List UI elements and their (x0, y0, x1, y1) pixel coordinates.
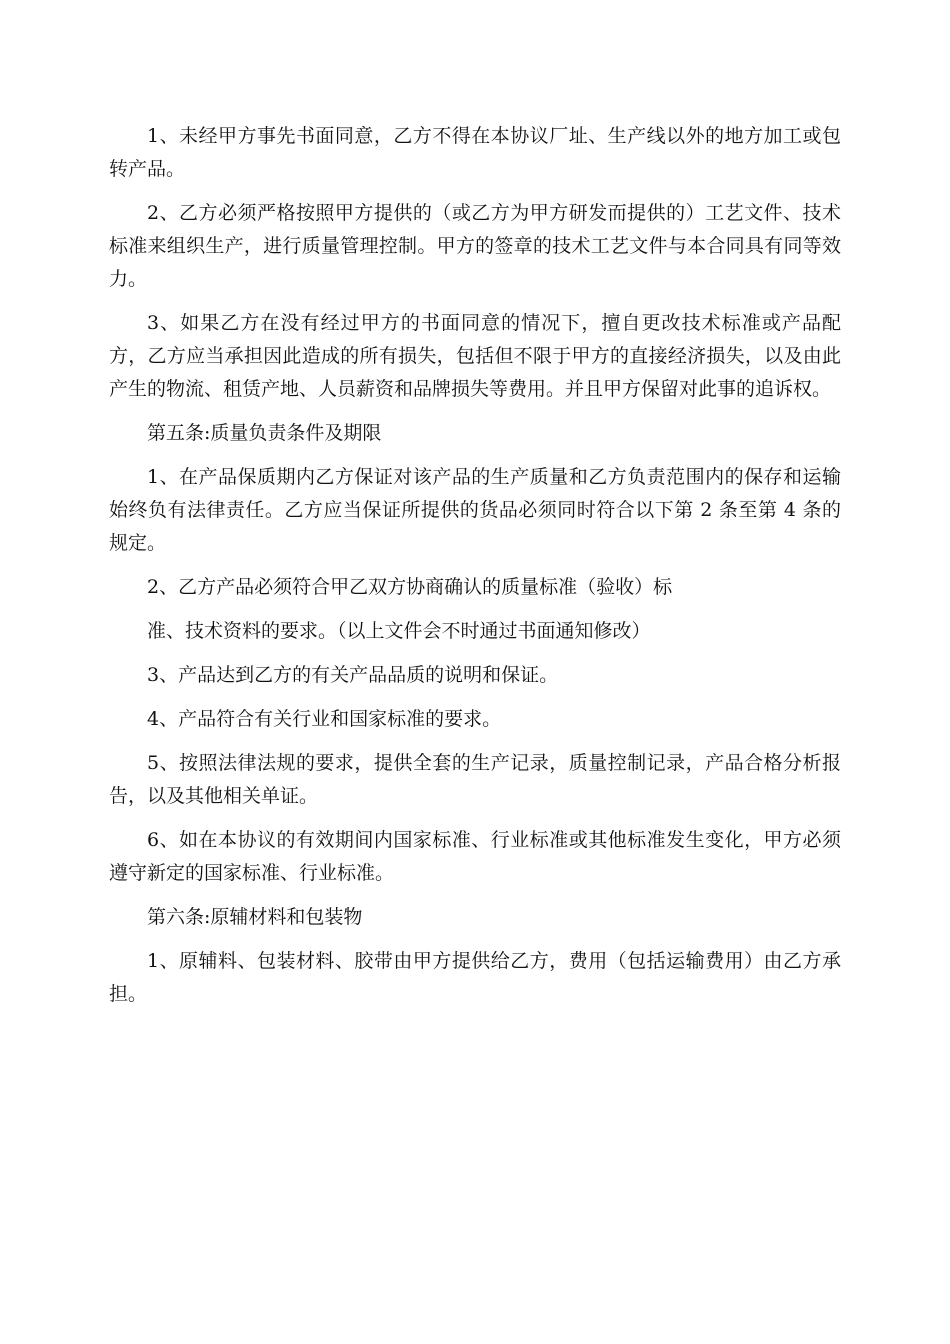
clause-paragraph: 2、乙方产品必须符合甲乙双方协商确认的质量标准（验收）标 (147, 576, 673, 598)
clause-paragraph: 2、乙方必须严格按照甲方提供的（或乙方为甲方研发而提供的）工艺文件、技术标准来组织生产，进行质量管理控制。甲方的签章的技术工艺文件与本合同具有同等效力。 (109, 202, 841, 290)
clause-paragraph: 4、产品符合有关行业和国家标准的要求。 (147, 708, 502, 730)
clause-paragraph: 1、原辅料、包装材料、胶带由甲方提供给乙方，费用（包括运输费用）由乙方承担。 (109, 950, 841, 1005)
section-heading: 第五条:质量负责条件及期限 (147, 422, 382, 444)
document-page (109, 120, 841, 1022)
clause-paragraph: 3、如果乙方在没有经过甲方的书面同意的情况下，擅自更改技术标准或产品配方，乙方应当承担因此造成的所有损失，包括但不限于甲方的直接经济损失，以及由此产生的物流、租赁产地、人员薪资和品牌损失等费用。并且甲方保留对此事的追诉权。 (109, 312, 841, 400)
clause-paragraph: 3、产品达到乙方的有关产品品质的说明和保证。 (147, 664, 559, 686)
clause-paragraph: 1、在产品保质期内乙方保证对该产品的生产质量和乙方负责范围内的保存和运输始终负有法律责任。乙方应当保证所提供的货品必须同时符合以下第 2 条至第 4 条的规定。 (109, 466, 841, 554)
section-heading: 第六条:原辅材料和包装物 (147, 906, 363, 928)
clause-paragraph: 1、未经甲方事先书面同意，乙方不得在本协议厂址、生产线以外的地方加工或包转产品。 (109, 125, 841, 180)
clause-paragraph: 5、按照法律法规的要求，提供全套的生产记录，质量控制记录，产品合格分析报告，以及其他相关单证。 (109, 752, 841, 807)
clause-paragraph: 6、如在本协议的有效期间内国家标准、行业标准或其他标准发生变化，甲方必须遵守新定的国家标准、行业标准。 (109, 829, 841, 884)
clause-paragraph: 准、技术资料的要求。（以上文件会不时通过书面通知修改） (147, 620, 651, 642)
